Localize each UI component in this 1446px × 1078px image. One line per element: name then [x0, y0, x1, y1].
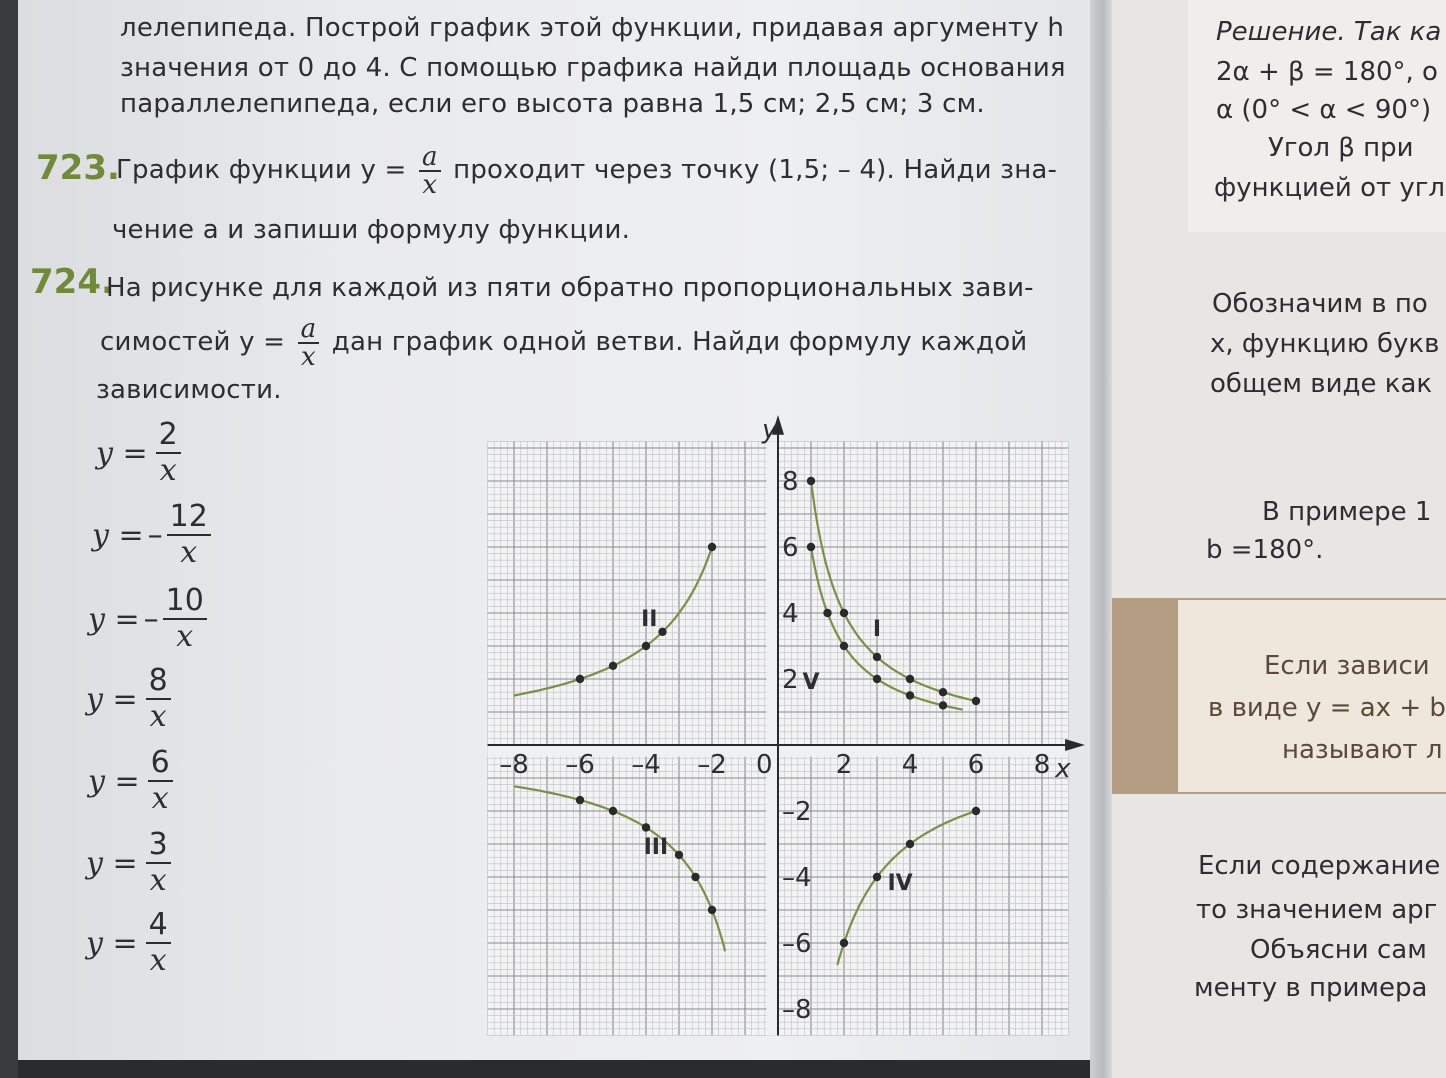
x-axis-arrow: [1065, 739, 1085, 751]
y-axis-label: y: [762, 415, 778, 446]
problem-724-text-a: симостей y =: [100, 327, 286, 357]
y-tick-label: –4: [782, 863, 812, 893]
formula-prefix: y =: [86, 681, 138, 717]
x-tick-label: –2: [697, 750, 727, 780]
branch-point: [807, 477, 815, 485]
prev-problem-line-1: лелепипеда. Построй график этой функции, придавая аргументу h: [120, 13, 1065, 43]
branch-point: [708, 543, 716, 551]
branch-point: [609, 662, 617, 670]
formula-prefix: y =: [92, 517, 144, 553]
problem-724-line-3: зависимости.: [96, 375, 282, 405]
branch-point: [576, 796, 584, 804]
x-axis-label: x: [1055, 754, 1071, 784]
branch-point: [873, 873, 881, 881]
formula-sign: –: [143, 601, 159, 637]
problem-723-line-2: чение a и запиши формулу функции.: [112, 215, 631, 245]
branch-point: [609, 807, 617, 815]
right-text-8: общем виде как: [1210, 369, 1433, 399]
formula-denominator: x: [176, 619, 194, 654]
formula-numerator: 3: [146, 828, 171, 864]
branch-point: [675, 851, 683, 859]
formula-prefix: y =: [88, 763, 140, 799]
branch-point: [840, 609, 848, 617]
branch-point: [642, 823, 650, 831]
right-text-13: называют л: [1282, 735, 1443, 765]
formula-denominator: x: [149, 863, 167, 898]
formula-numerator: 12: [167, 500, 211, 536]
formula-denominator: x: [180, 535, 198, 570]
formula-denominator: x: [149, 943, 167, 978]
right-text-12: в виде y = ax + b: [1208, 693, 1446, 723]
prev-problem-line-2: значения от 0 до 4. С помощью графика найди площадь основания: [120, 53, 1066, 83]
branch-point: [873, 675, 881, 683]
branch-label: III: [643, 834, 669, 860]
right-text-10: b =180°.: [1206, 535, 1324, 565]
problem-724-text-b: дан график одной ветви. Найди формулу каждой: [331, 327, 1028, 357]
branch-label: I: [872, 617, 882, 643]
y-tick-label: 2: [782, 665, 799, 695]
formula-prefix: y =: [86, 925, 138, 961]
branch-label: II: [641, 607, 658, 633]
branch-point: [658, 628, 666, 636]
formula-numerator: 8: [146, 664, 171, 700]
fraction-denominator: x: [422, 169, 438, 200]
y-tick-label: 8: [782, 467, 799, 497]
x-tick-label: 2: [835, 750, 853, 780]
y-tick-label: –2: [782, 797, 812, 827]
branch-point: [972, 697, 980, 705]
right-text-1: Решение. Так ка: [1216, 17, 1442, 47]
x-tick-label: 4: [901, 750, 919, 780]
branch-point: [807, 543, 815, 551]
formula-numerator: 6: [148, 746, 173, 782]
y-tick-label: –8: [782, 995, 812, 1025]
fraction-denominator: x: [301, 341, 316, 372]
right-text-7: x, функцию букв: [1210, 329, 1440, 359]
problem-number-724: 724.: [30, 262, 114, 302]
right-text-9: В примере 1: [1262, 497, 1432, 527]
formula-prefix: y =: [88, 601, 140, 637]
branch-point: [691, 873, 699, 881]
branch-label: IV: [887, 871, 913, 897]
formula-denominator: x: [149, 699, 167, 734]
right-text-6: Обозначим в по: [1212, 289, 1428, 319]
branch-point: [906, 840, 914, 848]
problem-number-723: 723.: [36, 148, 120, 188]
branch-point: [906, 675, 914, 683]
y-tick-label: 6: [782, 533, 799, 563]
formula-prefix: y =: [86, 845, 138, 881]
formula-denominator: x: [159, 453, 177, 488]
formula-sign: –: [147, 517, 163, 553]
right-text-11: Если зависи: [1264, 651, 1430, 681]
branch-point: [840, 642, 848, 650]
formula-denominator: x: [151, 781, 169, 816]
formula-numerator: 2: [156, 418, 181, 454]
fraction-numerator: a: [419, 144, 441, 172]
problem-723-text-a: График функции y =: [116, 155, 407, 185]
branch-point: [873, 653, 881, 661]
branch-point: [840, 939, 848, 947]
branch-point: [708, 906, 716, 914]
branch-point: [642, 642, 650, 650]
right-text-17: менту в примера: [1194, 973, 1428, 1003]
x-tick-label: –4: [631, 750, 661, 780]
right-text-16: Объясни сам: [1250, 935, 1427, 965]
axis-band: [766, 441, 778, 1035]
y-tick-label: –6: [782, 929, 812, 959]
branch-point: [906, 691, 914, 699]
right-text-3: α (0° < α < 90°): [1216, 95, 1432, 125]
branch-point: [939, 701, 947, 709]
fraction-numerator: a: [298, 316, 320, 344]
right-text-4: Угол β при: [1268, 133, 1414, 163]
branch-point: [939, 688, 947, 696]
x-tick-label: 8: [1033, 750, 1051, 780]
formula-prefix: y =: [96, 435, 148, 471]
problem-724-line-1: На рисунке для каждой из пяти обратно пропорциональных зави-: [106, 273, 1034, 303]
formula-numerator: 10: [163, 584, 207, 620]
right-text-14: Если содержание: [1198, 851, 1441, 881]
branch-point: [576, 675, 584, 683]
prev-problem-line-3: параллелепипеда, если его высота равна 1,5 см; 2,5 см; 3 см.: [120, 89, 985, 119]
right-text-5: функцией от угл: [1214, 173, 1446, 203]
formula-numerator: 4: [146, 908, 171, 944]
branch-point: [972, 807, 980, 815]
branch-point: [823, 609, 831, 617]
right-text-15: то значением арг: [1196, 895, 1438, 925]
x-tick-label: –8: [499, 750, 529, 780]
y-tick-label: 4: [782, 599, 799, 629]
x-tick-label: –6: [565, 750, 595, 780]
branch-label: V: [802, 669, 820, 695]
right-text-2: 2α + β = 180°, о: [1216, 57, 1438, 87]
problem-723-text-b: проходит через точку (1,5; – 4). Найди зна-: [453, 155, 1058, 185]
x-tick-label: 6: [967, 750, 985, 780]
origin-label: 0: [756, 750, 773, 780]
